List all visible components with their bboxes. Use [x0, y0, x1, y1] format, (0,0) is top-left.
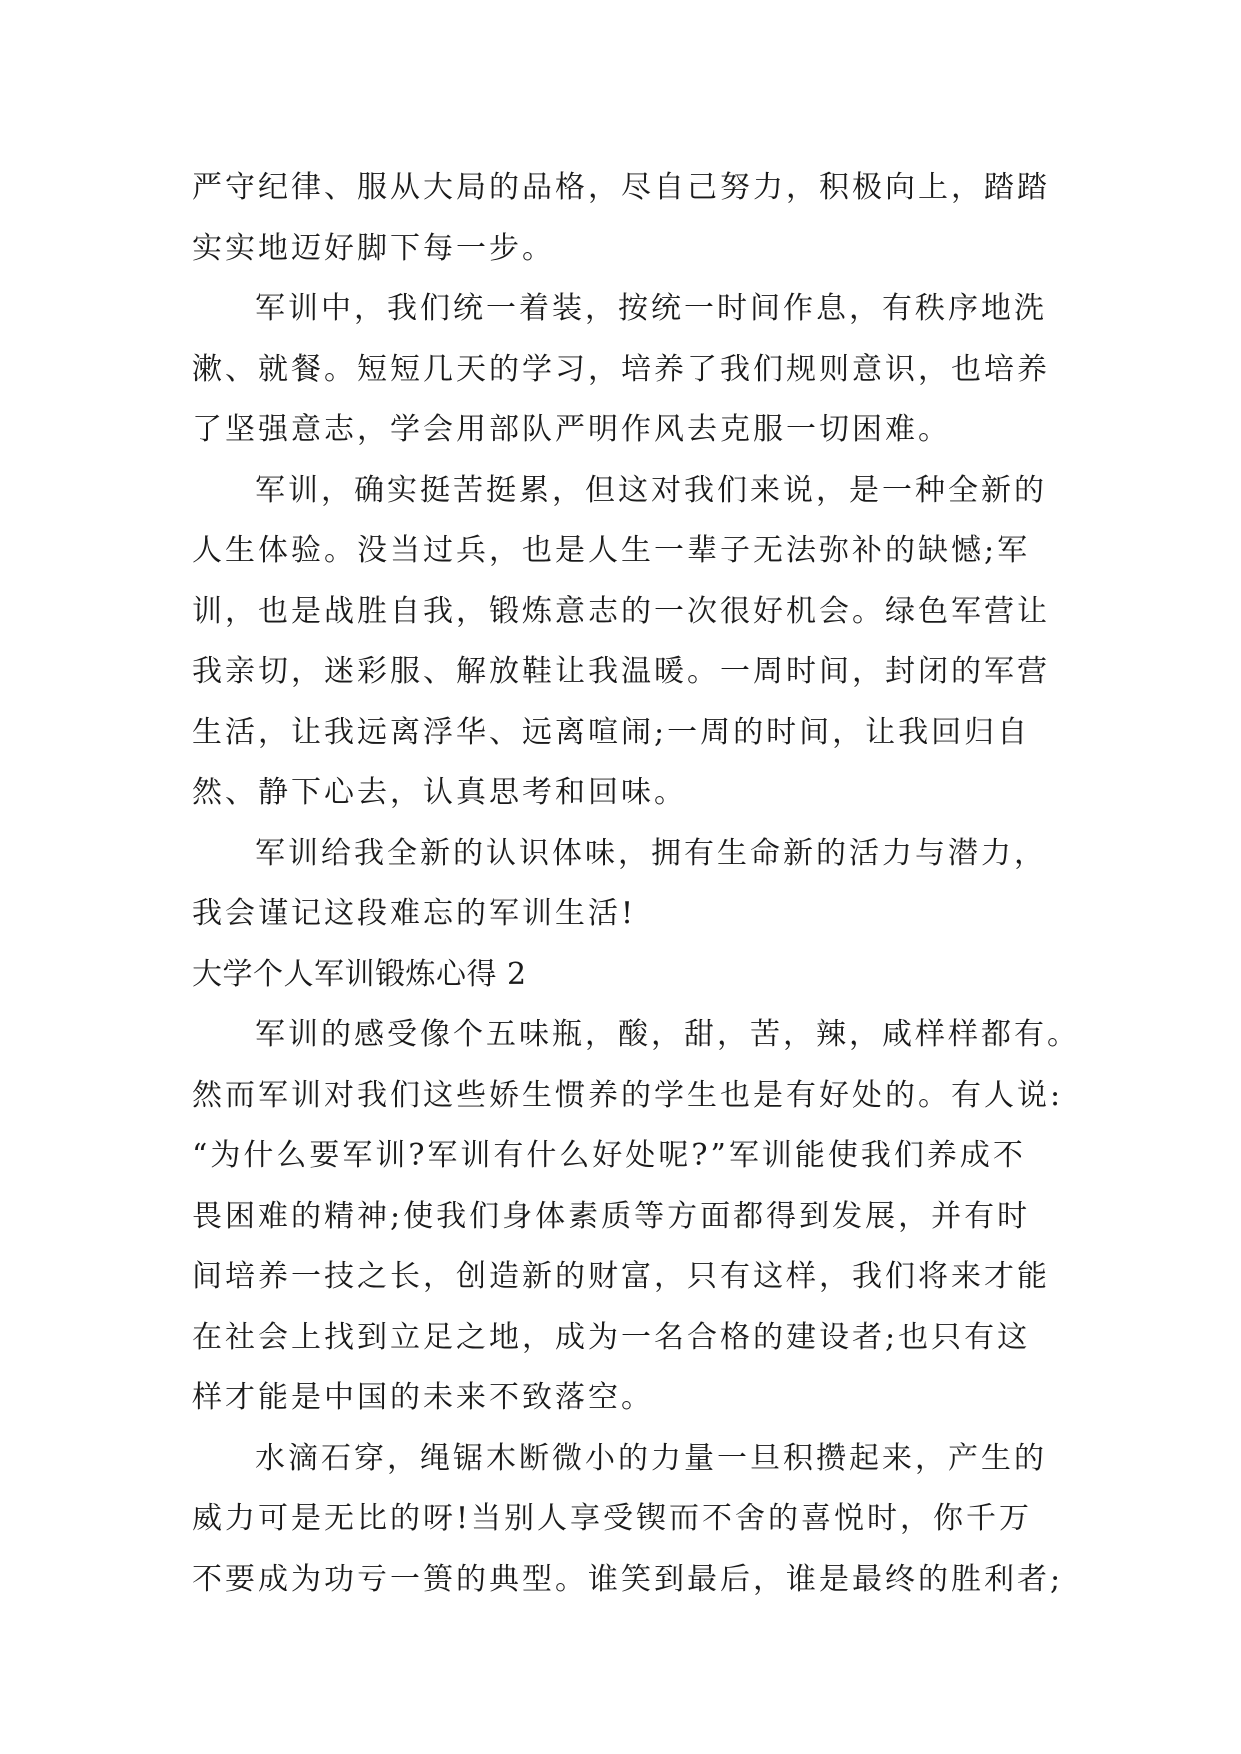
text-line: 水滴石穿，绳锯木断微小的力量一旦积攒起来，产生的 — [255, 1440, 1047, 1476]
text-line: 畏困难的精神;使我们身体素质等方面都得到发展，并有时 — [192, 1198, 1031, 1234]
section-heading — [192, 945, 1054, 1006]
text-line: “为什么要军训?军训有什么好处呢?”军训能使我们养成不 — [192, 1138, 1026, 1173]
paragraph-uniform-routine — [192, 279, 1054, 461]
paragraph-five-flavors — [192, 1005, 1080, 1429]
text-line: 军训给我全新的认识体味，拥有生命新的活力与潜力， — [255, 835, 1047, 871]
text-line: 了坚强意志，学会用部队严明作风去克服一切困难。 — [192, 412, 951, 447]
text-line: 训，也是战胜自我，锻炼意志的一次很好机会。绿色军营让 — [192, 593, 1050, 629]
text-line: 在社会上找到立足之地，成为一名合格的建设者;也只有这 — [192, 1319, 1031, 1355]
paragraph-continuation — [192, 158, 1054, 279]
text-line: 样才能是中国的未来不致落空。 — [192, 1380, 654, 1415]
text-line: 我亲切，迷彩服、解放鞋让我温暖。一周时间，封闭的军营 — [192, 654, 1050, 689]
text-line: 然而军训对我们这些娇生惯养的学生也是有好处的。有人说: — [192, 1077, 1064, 1113]
text-line: 军训的感受像个五味瓶，酸，甜，苦，辣，咸样样都有。 — [255, 1017, 1080, 1052]
text-line: 我会谨记这段难忘的军训生活! — [192, 896, 637, 931]
text-line: 军训中，我们统一着装，按统一时间作息，有秩序地洗 — [255, 291, 1047, 326]
text-line: 间培养一技之长，创造新的财富，只有这样，我们将来才能 — [192, 1259, 1050, 1294]
document-body — [192, 158, 1080, 1610]
paragraph-conclusion — [192, 824, 1054, 945]
text-line: 人生体验。没当过兵，也是人生一辈子无法弥补的缺憾;军 — [192, 533, 1031, 568]
text-line: 军训，确实挺苦挺累，但这对我们来说，是一种全新的 — [255, 472, 1047, 508]
text-line: 然、静下心去，认真思考和回味。 — [192, 775, 687, 810]
section-title: 大学个人军训锻炼心得 2 — [192, 956, 527, 992]
text-line: 漱、就餐。短短几天的学习，培养了我们规则意识，也培养 — [192, 351, 1050, 387]
text-line: 生活，让我远离浮华、远离喧闹;一周的时间，让我回归自 — [192, 714, 1031, 750]
text-line: 严守纪律、服从大局的品格，尽自己努力，积极向上，踏踏 — [192, 170, 1050, 205]
paragraph-persistence — [192, 1429, 1064, 1611]
paragraph-new-experience — [192, 461, 1054, 824]
text-line: 威力可是无比的呀!当别人享受锲而不舍的喜悦时，你千万 — [192, 1501, 1033, 1536]
text-line: 实实地迈好脚下每一步。 — [192, 230, 555, 266]
text-line: 不要成为功亏一篑的典型。谁笑到最后，谁是最终的胜利者; — [192, 1561, 1064, 1597]
